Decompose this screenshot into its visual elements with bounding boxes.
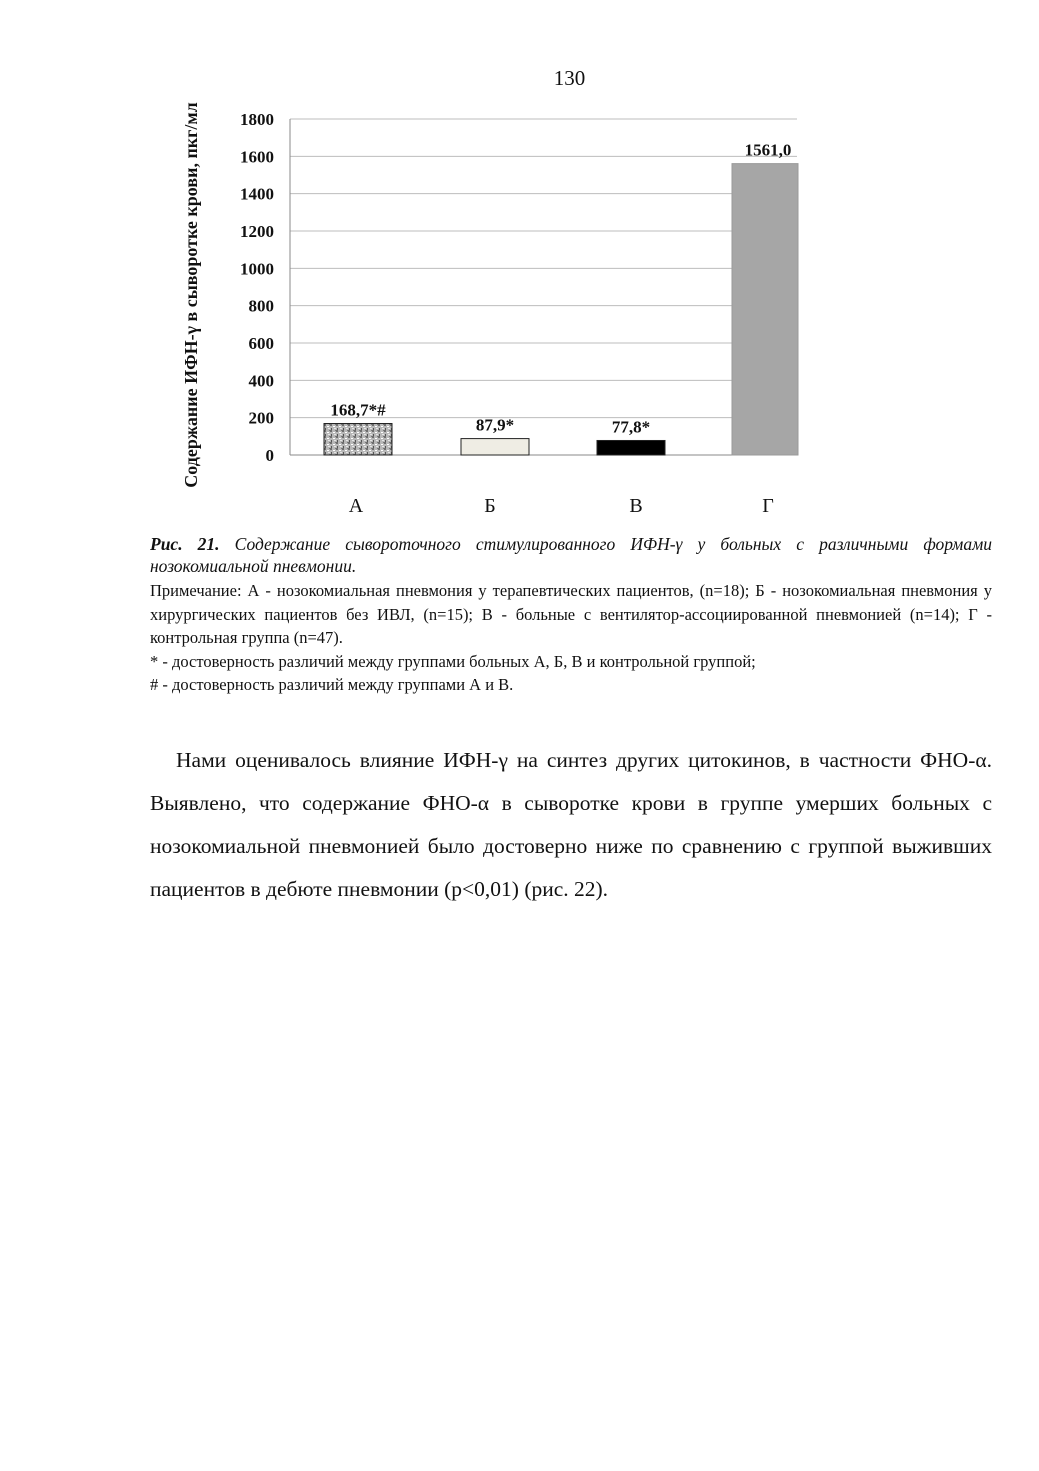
x-category-label: Г <box>762 495 774 517</box>
y-tick-label: 400 <box>248 371 274 391</box>
bar-4 <box>732 164 798 455</box>
chart-data-labels <box>330 141 791 437</box>
figure-title <box>150 533 992 577</box>
note-groups: Примечание: А - нозокомиальная пневмония у терапевтических пациентов, (n=18); Б - нозокомиальная пневмония у хирургических пациентов без ИВЛ, (n=15); В - больные с вентилятор-ассоциированной пневмонией (n=14); Г - контрольная группа (n=47). <box>150 581 992 647</box>
y-tick-label: 1800 <box>240 110 274 129</box>
chart-bars <box>324 164 798 455</box>
x-category-label: В <box>629 495 643 517</box>
y-tick-label: 1600 <box>240 147 274 167</box>
data-label: 1561,0 <box>744 140 792 160</box>
data-label: 87,9* <box>475 415 515 435</box>
bar-1 <box>324 424 392 455</box>
note-hash: # - достоверность различий между группами А и В. <box>150 675 514 694</box>
figure-note <box>150 579 992 697</box>
y-axis-ticks <box>240 110 274 465</box>
data-label: 77,8* <box>611 417 651 437</box>
bar-2 <box>461 439 529 455</box>
x-category-label: А <box>348 495 364 517</box>
bar-3 <box>597 440 665 455</box>
note-star: * - достоверность различий между группами больных А, Б, В и контрольной группой; <box>150 651 756 671</box>
y-tick-label: 600 <box>248 334 274 353</box>
y-tick-label: 800 <box>248 296 274 316</box>
y-axis-label: Содержание ИФН-γ в сыворотке крови, пкг/мл <box>181 102 201 488</box>
figure-caption <box>150 533 992 697</box>
page-number: 130 <box>553 66 586 90</box>
x-axis-categories <box>349 495 774 517</box>
figure-label: Рис. 21. <box>150 534 220 554</box>
body-text <box>150 739 992 911</box>
y-tick-label: 1000 <box>240 259 274 279</box>
y-tick-label: 200 <box>248 408 274 428</box>
x-category-label: Б <box>484 495 496 517</box>
data-label: 168,7*# <box>330 400 386 420</box>
y-tick-label: 1200 <box>240 222 274 241</box>
body-paragraph: Нами оценивалось влияние ИФН-γ на синтез других цитокинов, в частности ФНО-α. Выявлено, что содержание ФНО-α в сыворотке крови в группе умерших больных с нозокомиальной пневмонией было достоверно ниже по сравнению с группой выживших пациентов в дебюте пневмонии (р<0,01) (рис. 22). <box>150 748 992 901</box>
bar-chart <box>150 100 810 525</box>
y-tick-label: 1400 <box>240 184 274 204</box>
figure-title-text: Содержание сывороточного стимулированного ИФН-γ у больных с различными формами нозокомиальной пневмонии. <box>150 534 992 576</box>
y-tick-label: 0 <box>265 446 274 465</box>
